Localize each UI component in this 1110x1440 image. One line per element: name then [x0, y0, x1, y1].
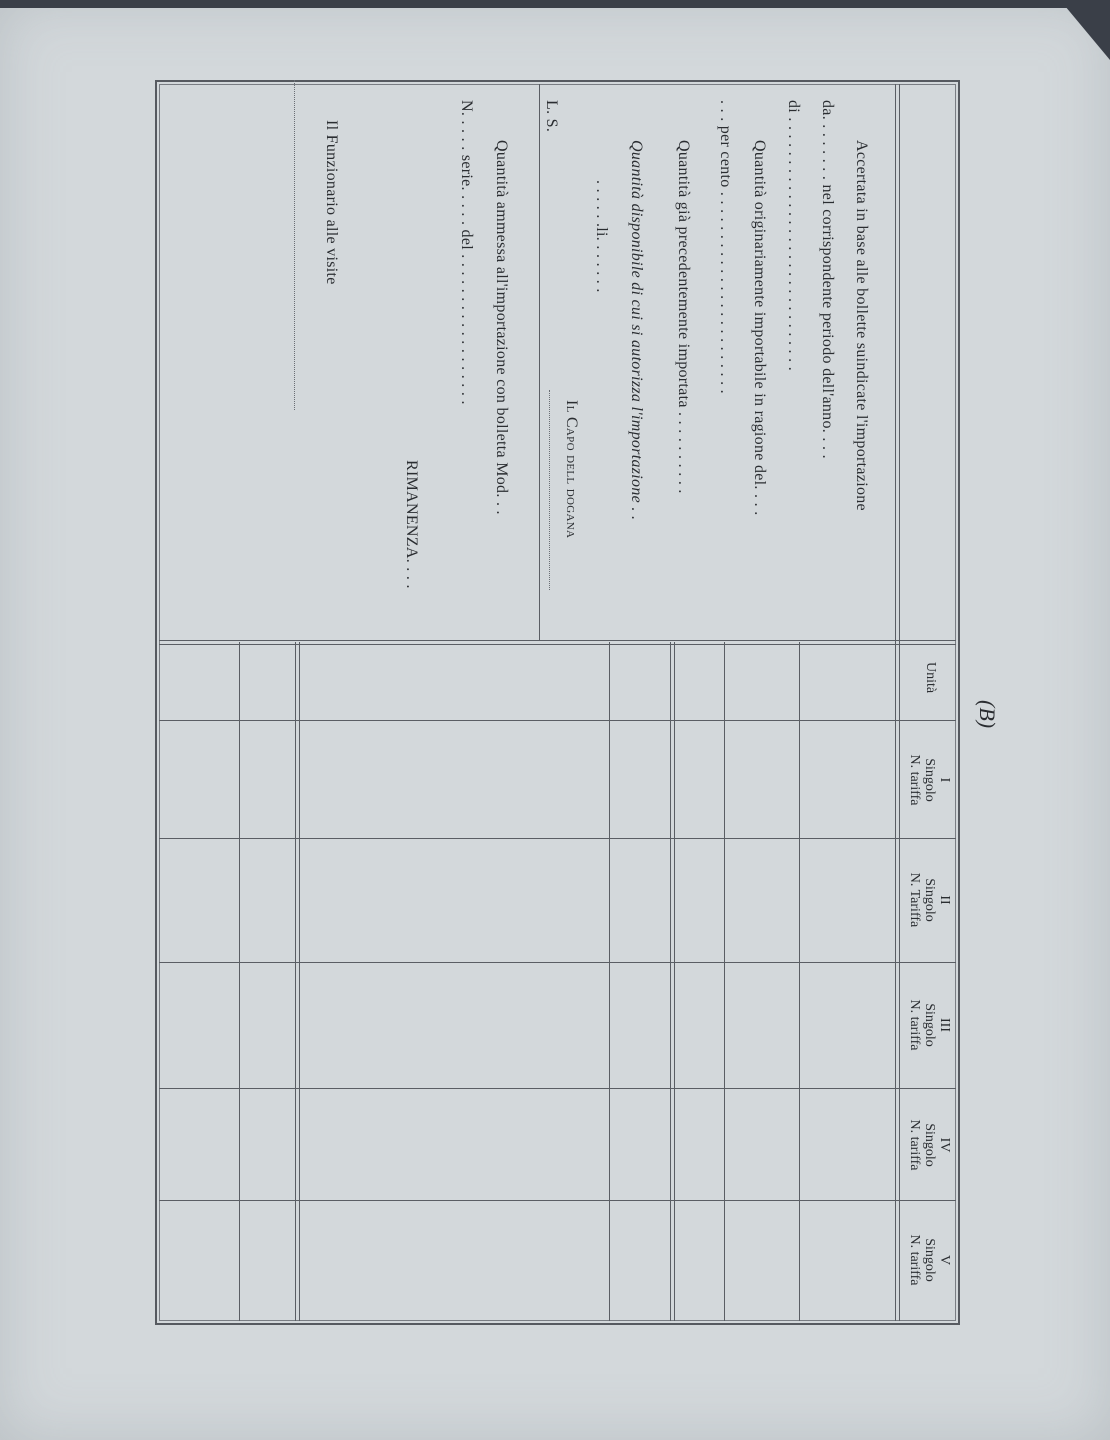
row-sep-5	[295, 642, 300, 1321]
text-section-rule	[539, 84, 540, 640]
header-col-3	[907, 975, 952, 1075]
header-col-4-line1: Singolo	[922, 1123, 937, 1167]
row-importata: Quantità già precedentemente importata . . . . . . . . . .	[675, 140, 692, 494]
scan-corner	[1060, 0, 1110, 60]
header-rule	[895, 84, 900, 1321]
header-col-5-line1: Singolo	[922, 1238, 937, 1282]
col-sep-1	[159, 838, 956, 839]
col-sep-4	[159, 1200, 956, 1201]
row-sep-1	[799, 642, 800, 1321]
capo-dogana-label: Il Capo dell dogana	[563, 400, 580, 539]
header-unita: Unità	[923, 662, 938, 694]
header-col-2	[907, 850, 952, 950]
table-frame-inner	[159, 84, 956, 1321]
row-li: . . . . . .li. . . . . . .	[593, 180, 610, 293]
row-sep-3	[670, 642, 675, 1321]
header-col-3-line2: N. tariffa	[907, 999, 922, 1051]
header-col-4	[907, 1095, 952, 1195]
header-col-2-line1: Singolo	[922, 878, 937, 922]
row-sep-6	[239, 642, 240, 1321]
funzionario-signature-line	[294, 80, 295, 410]
header-col-4-roman: IV	[937, 1137, 952, 1153]
row-accertata-2: da. . . . . . . . nel corrispondente periodo dell'anno. . . .	[819, 100, 836, 459]
row-disponibile: Quantità disponibile di cui si autorizza l'importazione . .	[628, 140, 645, 521]
header-col-2-line2: N. Tariffa	[907, 872, 922, 928]
rotated-form	[140, 80, 1000, 1340]
row-ammessa-2: N. . . . . serie. . . . . del . . . . . . . . . . . . . . . . . .	[458, 100, 475, 405]
header-col-2-roman: II	[937, 895, 952, 905]
scan-border	[0, 0, 1110, 8]
header-col-5-roman: V	[937, 1254, 952, 1266]
row-originaria-2: . . . per cento . . . . . . . . . . . . . . . . . . . . . . . .	[717, 100, 734, 394]
row-sep-4	[609, 642, 610, 1321]
header-col-4-line2: N. tariffa	[907, 1119, 922, 1171]
col-sep-3	[159, 1088, 956, 1089]
header-col-5	[907, 1210, 952, 1310]
col-sep-2	[159, 962, 956, 963]
row-ammessa-1: Quantità ammessa all'importazione con bolletta Mod. . .	[493, 140, 510, 515]
header-col-3-line1: Singolo	[922, 1003, 937, 1047]
page-label: (B)	[975, 700, 1000, 729]
header-col-1	[907, 730, 952, 830]
funzionario-label: Il Funzionario alle visite	[323, 120, 340, 285]
header-col-5-line2: N. tariffa	[907, 1234, 922, 1286]
rimanenza-label: RIMANENZA. . . .	[403, 460, 420, 589]
capo-signature-line	[549, 390, 550, 590]
row-accertata-1: Accertata in base alle bollette suindicate l'importazione	[853, 140, 870, 511]
col-sep-text	[159, 640, 956, 645]
header-col-1-roman: I	[937, 777, 952, 783]
row-sep-2	[724, 642, 725, 1321]
row-accertata-3: di . . . . . . . . . . . . . . . . . . . . . . . . . . . . . .	[785, 100, 802, 372]
ls-label: L. S.	[543, 100, 560, 133]
header-col-3-roman: III	[937, 1018, 952, 1032]
header-col-1-line2: N. tariffa	[907, 754, 922, 806]
col-sep-unita	[159, 720, 956, 721]
row-originaria-1: Quantità originariamente importabile in ragione del. . . .	[751, 140, 768, 516]
header-col-1-line1: Singolo	[922, 758, 937, 802]
